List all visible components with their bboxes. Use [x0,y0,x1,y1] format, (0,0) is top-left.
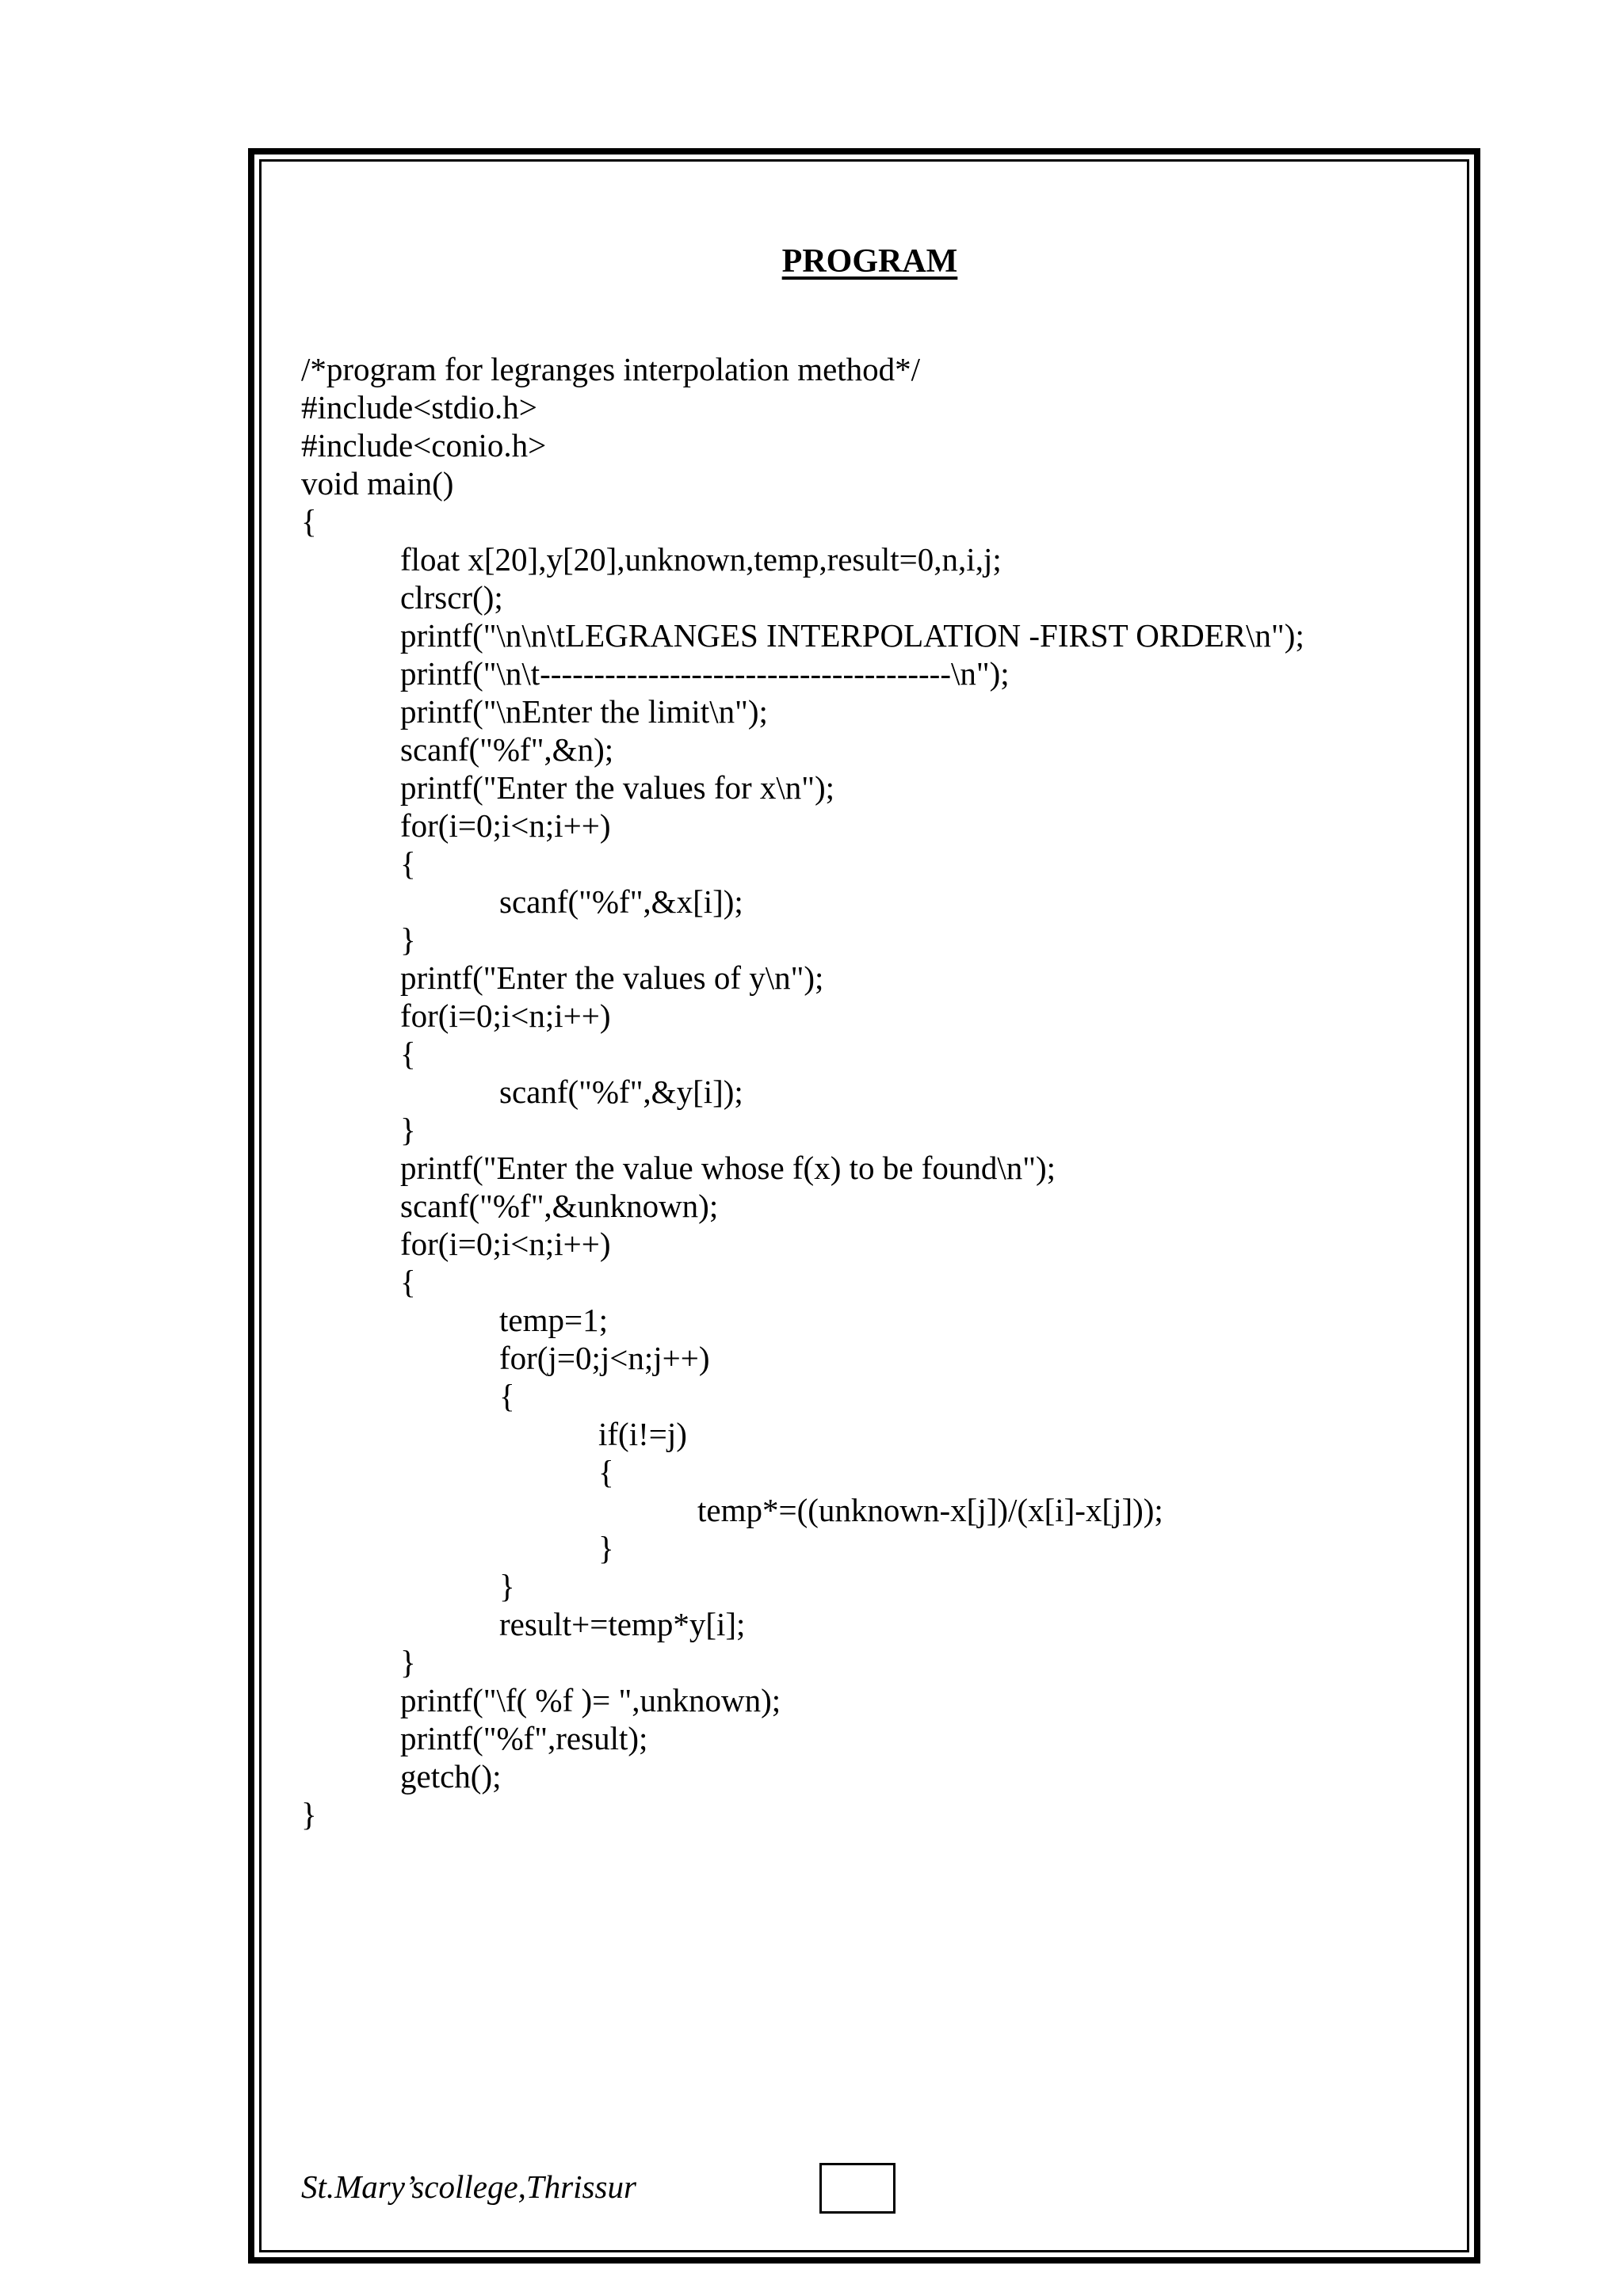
code-line: for(i=0;i<n;i++) [400,1226,611,1262]
code-line: } [400,921,416,958]
code-line: for(j=0;j<n;j++) [499,1340,710,1376]
code-line: result+=temp*y[i]; [499,1606,746,1642]
code-line: { [400,845,416,882]
code-line: } [400,1644,416,1680]
program-code-listing [301,350,1304,1833]
code-line: { [598,1454,614,1490]
code-line: temp*=((unknown-x[j])/(x[i]-x[j])); [697,1492,1163,1528]
code-line: float x[20],y[20],unknown,temp,result=0,n,i,j; [400,541,1002,578]
page-title: PROGRAM [781,243,958,280]
code-line: #include<stdio.h> [301,389,537,425]
code-line: { [499,1378,515,1414]
code-line: printf("%f",result); [400,1720,648,1756]
code-line: #include<conio.h> [301,427,547,463]
code-line: printf("\n\t--------------------------------------\n"); [400,655,1010,692]
code-line: temp=1; [499,1302,608,1338]
code-line: printf("\nEnter the limit\n"); [400,693,768,730]
code-line: printf("\f( %f )= ",unknown); [400,1682,781,1718]
code-line: clrscr(); [400,579,503,616]
code-line: if(i!=j) [598,1416,687,1452]
code-line: } [301,1796,317,1833]
code-line: printf("\n\n\tLEGRANGES INTERPOLATION -FIRST ORDER\n"); [400,617,1304,654]
code-line: scanf("%f",&unknown); [400,1188,719,1224]
page-number-box [819,2163,896,2214]
code-line: { [400,1264,416,1300]
code-line: printf("Enter the values of y\n"); [400,959,824,996]
code-line: for(i=0;i<n;i++) [400,807,611,844]
code-line: for(i=0;i<n;i++) [400,997,611,1034]
code-line: } [400,1112,416,1148]
code-line: void main() [301,465,454,502]
code-line: { [400,1035,416,1072]
code-line: { [301,503,317,540]
code-line: printf("Enter the values for x\n"); [400,769,835,806]
code-line: getch(); [400,1758,502,1794]
code-line: /*program for legranges interpolation method*/ [301,351,921,387]
code-line: } [598,1530,614,1566]
code-line: scanf("%f",&n); [400,731,614,768]
code-line: } [499,1568,515,1604]
code-line: printf("Enter the value whose f(x) to be found\n"); [400,1150,1056,1186]
code-line: scanf("%f",&y[i]); [499,1074,743,1110]
code-line: scanf("%f",&x[i]); [499,883,743,920]
footer-college-name: St.Mary’scollege,Thrissur [301,2168,636,2205]
